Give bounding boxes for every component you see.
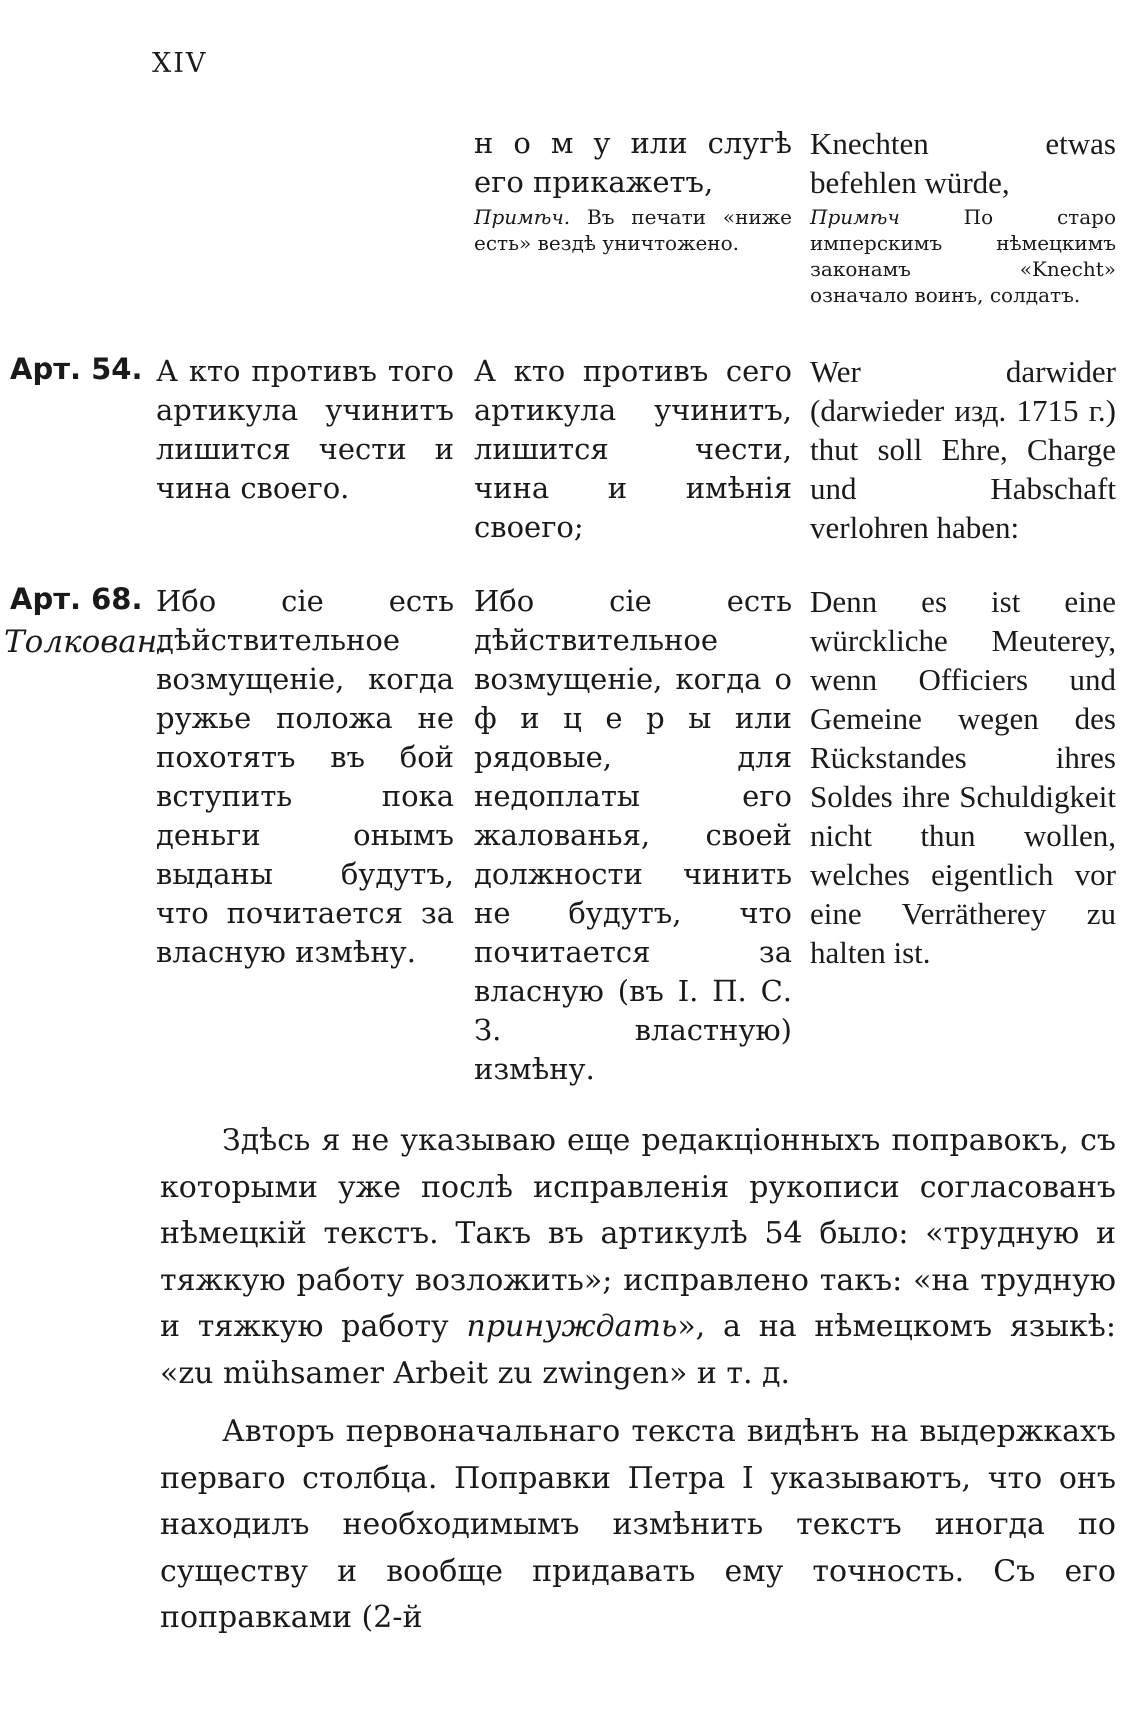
- top-ru-note: [474, 204, 792, 256]
- commentary-paragraph-1: [160, 1118, 1116, 1397]
- page-number: XIV: [152, 48, 208, 79]
- top-ru-note-label: Примѣч.: [474, 205, 571, 229]
- top-de-column: [810, 124, 1116, 308]
- commentary: [160, 1118, 1116, 1654]
- article-54-col-original: А кто противъ того артикула учинитъ лишится чести и чина своего.: [156, 354, 454, 505]
- article-54-col-german: Wer darwider (darwieder изд. 1715 г.) thut soll Ehre, Charge und Habschaft verlohren haben:: [810, 354, 1116, 545]
- top-de-text: Knechten etwas befehlen würde,: [810, 126, 1116, 200]
- top-de-note-label: Примѣч: [810, 205, 900, 229]
- top-ru-note-text: Въ печати «ниже есть» вездѣ уничтожено.: [474, 205, 792, 255]
- commentary-paragraph-2: Авторъ первоначальнаго текста видѣнъ на выдержкахъ перваго столбца. Поправки Петра I указываютъ, что онъ находилъ необходимымъ измѣнить текстъ иногда по существу и вообще придавать ему точность. Съ его поправками (2-й: [160, 1414, 1116, 1635]
- article-54-col-corrected: А кто противъ сего артикула учинитъ, лишится чести, чина и имѣнія своего;: [474, 354, 792, 544]
- article-54-label: Арт. 54.: [10, 352, 143, 386]
- article-68-col-original: Ибо сіе есть дѣйствительное возмущеніе, когда ружье положа не похотятъ въ бой вступить пока деньги онымъ выданы будутъ, что почитается за власную измѣну.: [156, 584, 454, 969]
- article-68-sublabel: Толкован.: [4, 624, 168, 660]
- top-de-note-text: По старо имперскимъ нѣмецкимъ законамъ «Knecht» означало воинъ, солдатъ.: [810, 205, 1116, 307]
- top-ru-column: [474, 124, 792, 256]
- article-68-col-corrected: Ибо сіе есть дѣйствительное возмущеніе, когда о ф и ц е р ы или рядовые, для недоплаты его жалованья, своей должности чинить не будутъ, что почитается за власную (въ І. П. С. З. властную) измѣну.: [474, 584, 792, 1086]
- paragraph-1-italic: принуждать: [466, 1309, 678, 1344]
- paragraph-1-start: Здѣсь я не указываю еще редакціонныхъ поправокъ, съ которыми уже послѣ исправленія рукописи согласованъ нѣмецкій текстъ. Такъ въ артикулѣ 54 было: «трудную и тяжкую работу возложить»; исправлено такъ: «на трудную и тяжкую работу: [160, 1123, 1116, 1344]
- paragraph-1-end: », а на нѣмецкомъ языкѣ: «zu mühsamer Arbeit zu zwingen» и т. д.: [160, 1309, 1116, 1391]
- top-ru-text: н о м у или слугѣ его прикажетъ,: [474, 126, 792, 199]
- article-68-col-german: Denn es ist eine würckliche Meuterey, wenn Officiers und Gemeine wegen des Rückstandes ihres Soldes ihre Schuldigkeit nicht thun wollen, welches eigentlich vor eine Verrätherey zu halten ist.: [810, 584, 1116, 970]
- top-de-note: [810, 204, 1116, 308]
- article-68-label: Арт. 68.: [10, 582, 143, 616]
